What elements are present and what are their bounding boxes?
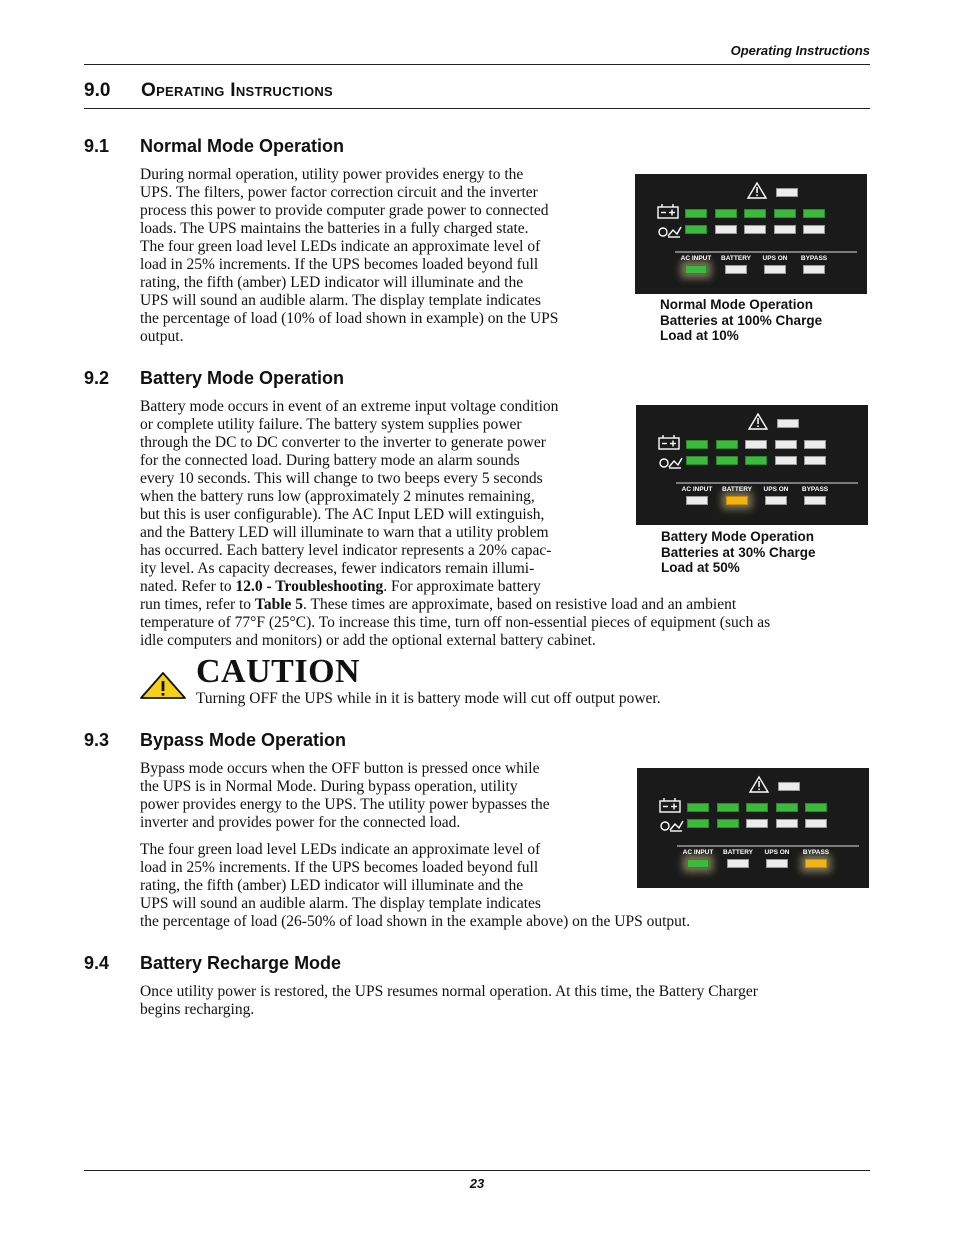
text-line: every 10 seconds. This will change to two beeps every 5 seconds <box>140 470 543 487</box>
running-header: Operating Instructions <box>730 43 870 58</box>
text-line: loads. The UPS maintains the batteries in a fully charged state. <box>140 220 529 237</box>
load-level-led <box>717 819 739 828</box>
caption-battery <box>661 529 816 576</box>
load-level-led <box>687 819 709 828</box>
display-panel-normal <box>635 174 867 294</box>
status-led <box>685 265 707 274</box>
text-line: ity level. As capacity decreases, fewer indicators remain illumi- <box>140 560 535 577</box>
text-line: rating, the fifth (amber) LED indicator will illuminate and the <box>140 877 524 894</box>
heading-title: Bypass Mode Operation <box>140 730 347 750</box>
status-led <box>765 496 787 505</box>
section-rule <box>84 108 870 109</box>
text-line: During normal operation, utility power provides energy to the <box>140 166 524 183</box>
text-line: idle computers and monitors) or add the optional external battery cabinet. <box>140 632 596 649</box>
table-reference: Table 5 <box>254 596 304 613</box>
text-run: . These times are approximate, based on resistive load and an ambient <box>303 596 737 613</box>
battery-level-led <box>687 803 709 812</box>
text-line: the UPS is in Normal Mode. During bypass operation, utility <box>140 778 518 795</box>
display-panel-battery <box>636 405 868 525</box>
text-line <box>140 578 770 596</box>
troubleshooting-reference: 12.0 - Troubleshooting <box>235 578 384 595</box>
status-led <box>766 859 788 868</box>
caption-line: Load at 50% <box>661 560 740 575</box>
normal-mode-text <box>140 166 558 346</box>
text-line: The four green load level LEDs indicate an approximate level of <box>140 841 541 858</box>
status-led <box>804 496 826 505</box>
recharge-mode-text <box>140 983 758 1019</box>
load-level-led <box>775 456 797 465</box>
text-line: the percentage of load (26-50% of load shown in the example above) on the UPS output. <box>140 913 691 930</box>
overload-led <box>776 188 798 197</box>
load-level-led <box>745 456 767 465</box>
text-line: the percentage of load (10% of load shown in example) on the UPS <box>140 310 559 327</box>
load-level-led <box>805 819 827 828</box>
battery-symbol-icon <box>659 435 679 449</box>
text-line: when the battery runs low (approximately 2 minutes remaining, <box>140 488 535 505</box>
text-line: The four green load level LEDs indicate an approximate level of <box>140 238 541 255</box>
battery-level-led <box>716 440 738 449</box>
battery-level-led <box>717 803 739 812</box>
text-line: has occurred. Each battery level indicator represents a 20% capac- <box>140 542 552 559</box>
caution-triangle-icon <box>138 670 188 700</box>
text-line: temperature of 77°F (25°C). To increase this time, turn off non-essential pieces of equipment (such as <box>140 614 771 631</box>
load-level-led <box>686 456 708 465</box>
status-led <box>726 496 748 505</box>
header-rule <box>84 64 870 65</box>
warning-triangle-icon <box>748 183 766 198</box>
battery-symbol-icon <box>660 798 680 812</box>
battery-level-led <box>685 209 707 218</box>
battery-level-led <box>715 209 737 218</box>
panel-icons <box>636 405 868 525</box>
heading-9-1 <box>84 136 344 157</box>
caption-line: Normal Mode Operation <box>660 297 814 312</box>
load-level-led <box>746 819 768 828</box>
warning-triangle-icon <box>750 777 768 792</box>
battery-level-led <box>746 803 768 812</box>
bypass-mode-text-1 <box>140 760 550 832</box>
panel-label-ups-on: UPS ON <box>763 486 789 493</box>
status-led <box>687 859 709 868</box>
load-level-led <box>803 225 825 234</box>
battery-level-led <box>804 440 826 449</box>
text-run: run times, refer to <box>140 596 255 613</box>
status-led <box>764 265 786 274</box>
heading-9-2 <box>84 368 344 389</box>
battery-level-led <box>775 440 797 449</box>
text-line: Once utility power is restored, the UPS resumes normal operation. At this time, the Battery Charger <box>140 983 758 1000</box>
load-level-led <box>716 456 738 465</box>
battery-level-led <box>803 209 825 218</box>
text-line: UPS. The filters, power factor correction circuit and the inverter <box>140 184 538 201</box>
caution-title: CAUTION <box>196 653 361 690</box>
status-led <box>727 859 749 868</box>
page-number: 23 <box>469 1176 485 1191</box>
section-number: 9.0 <box>84 80 111 101</box>
heading-title: Normal Mode Operation <box>140 136 345 156</box>
load-level-led <box>685 225 707 234</box>
heading-number: 9.4 <box>84 953 110 973</box>
battery-level-led <box>776 803 798 812</box>
load-plug-icon <box>660 458 682 468</box>
caption-normal <box>660 297 822 344</box>
status-led <box>805 859 827 868</box>
panel-label-ups-on: UPS ON <box>762 255 788 262</box>
text-line: load in 25% increments. If the UPS becomes loaded beyond full <box>140 859 539 876</box>
display-panel-bypass <box>637 768 869 888</box>
text-line: UPS will sound an audible alarm. The display template indicates <box>140 895 541 912</box>
panel-label-bypass: BYPASS <box>802 849 830 856</box>
section-heading <box>84 80 333 102</box>
text-line: or complete utility failure. The battery system supplies power <box>140 416 522 433</box>
panel-label-battery: BATTERY <box>722 486 752 493</box>
heading-number: 9.1 <box>84 136 110 156</box>
heading-9-3 <box>84 730 346 751</box>
status-led <box>803 265 825 274</box>
text-line: for the connected load. During battery mode an alarm sounds <box>140 452 520 469</box>
load-level-led <box>776 819 798 828</box>
text-line: through the DC to DC converter to the inverter to generate power <box>140 434 546 451</box>
panel-label-ac-input: AC INPUT <box>682 849 714 856</box>
battery-level-led <box>686 440 708 449</box>
text-line: but this is user configurable). The AC Input LED will extinguish, <box>140 506 545 523</box>
bypass-mode-text-2 <box>140 841 690 931</box>
caption-line: Batteries at 30% Charge <box>661 544 816 560</box>
panel-label-bypass: BYPASS <box>801 486 829 493</box>
caption-line: Battery Mode Operation <box>661 529 815 544</box>
caution-text: Turning OFF the UPS while in it is battery mode will cut off output power. <box>196 690 661 707</box>
panel-label-ac-input: AC INPUT <box>680 255 712 262</box>
panel-label-battery: BATTERY <box>721 255 751 262</box>
text-line: inverter and provides power for the connected load. <box>140 814 461 831</box>
panel-label-ac-input: AC INPUT <box>681 486 713 493</box>
caption-line: Batteries at 100% Charge <box>660 312 823 328</box>
panel-label-battery: BATTERY <box>723 849 753 856</box>
panel-label-ups-on: UPS ON <box>764 849 790 856</box>
heading-9-4 <box>84 953 341 974</box>
overload-led <box>778 782 800 791</box>
heading-number: 9.2 <box>84 368 110 388</box>
load-plug-icon <box>661 821 683 831</box>
battery-level-led <box>805 803 827 812</box>
load-level-led <box>804 456 826 465</box>
panel-icons <box>637 768 869 888</box>
load-level-led <box>715 225 737 234</box>
panel-icons <box>635 174 867 294</box>
text-line <box>140 596 770 614</box>
text-run: nated. Refer to <box>140 578 236 595</box>
text-line: output. <box>140 328 184 345</box>
overload-led <box>777 419 799 428</box>
panel-label-bypass: BYPASS <box>800 255 828 262</box>
heading-title: Battery Recharge Mode <box>140 953 342 973</box>
battery-level-led <box>774 209 796 218</box>
load-level-led <box>744 225 766 234</box>
status-led <box>686 496 708 505</box>
footer-rule <box>84 1170 870 1171</box>
text-line: Battery mode occurs in event of an extreme input voltage condition <box>140 398 559 415</box>
text-run: . For approximate battery <box>383 578 541 595</box>
heading-number: 9.3 <box>84 730 110 750</box>
load-plug-icon <box>659 227 681 237</box>
heading-title: Battery Mode Operation <box>140 368 345 388</box>
load-level-led <box>774 225 796 234</box>
text-line: load in 25% increments. If the UPS becomes loaded beyond full <box>140 256 539 273</box>
section-title: Operating Instructions <box>141 80 334 101</box>
text-line: begins recharging. <box>140 1001 255 1018</box>
text-line: rating, the fifth (amber) LED indicator will illuminate and the <box>140 274 524 291</box>
warning-triangle-icon <box>749 414 767 429</box>
battery-symbol-icon <box>658 204 678 218</box>
text-line: process this power to provide computer grade power to connected <box>140 202 549 219</box>
text-line: and the Battery LED will illuminate to warn that a utility problem <box>140 524 549 541</box>
text-line: UPS will sound an audible alarm. The display template indicates <box>140 292 541 309</box>
text-line: Bypass mode occurs when the OFF button is pressed once while <box>140 760 540 777</box>
caption-line: Load at 10% <box>660 328 739 343</box>
battery-level-led <box>745 440 767 449</box>
battery-level-led <box>744 209 766 218</box>
text-line: power provides energy to the UPS. The utility power bypasses the <box>140 796 550 813</box>
status-led <box>725 265 747 274</box>
